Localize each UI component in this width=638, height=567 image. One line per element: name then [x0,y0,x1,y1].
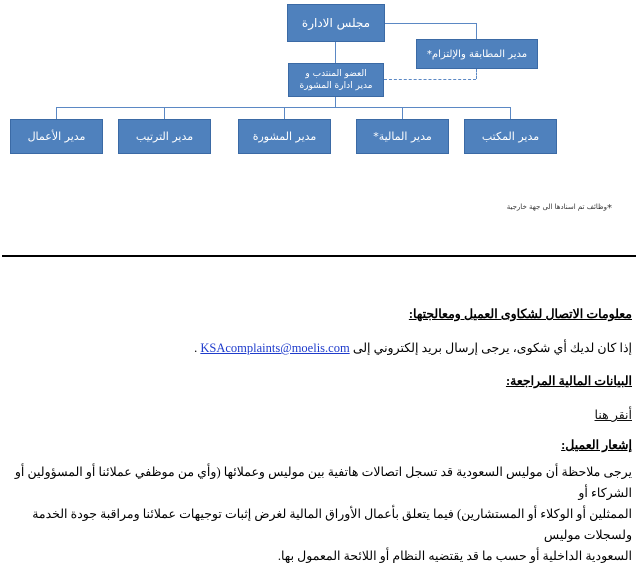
connector-ceo-compliance-dashed [384,79,476,80]
connector-manager-drop [164,107,165,119]
manager-label: مدير الأعمال [27,130,86,143]
manager-box-business [10,119,103,154]
connector-compliance-drop [476,23,477,39]
org-chart [0,0,638,200]
connector-ceo-down [335,97,336,107]
complaints-heading: معلومات الاتصال لشكاوى العميل ومعالجتها: [408,307,632,321]
manager-box-office [464,119,557,154]
connector-manager-drop [510,107,511,119]
client-notice-line: الممثلين أو الوكلاء أو المستشارين) فيما يتعلق بأعمال الأوراق المالية لغرض إثبات توجيهات عملائنا ومراقبة جودة الخدمة ولسجلات موليس [32,507,632,542]
compliance-manager-box [416,39,538,69]
content-section [12,300,632,567]
manager-label: مدير المشورة [252,130,317,143]
complaints-text: إذا كان لديك أي شكوى، يرجى إرسال بريد إلكتروني إلى [352,341,632,355]
client-notice-line: يرجى ملاحظة أن موليس السعودية قد تسجل اتصالات هاتفية بين موليس وعملائها (وأي من موظفي عملائنا أو المسؤولين أو الشركاء أو [14,465,632,500]
manager-label: مدير الترتيب [135,130,194,143]
outsourced-footnote [350,203,612,214]
client-notice-line: السعودية الداخلية أو حسب ما قد يقتضيه النظام أو اللائحة المعمول بها. [277,549,632,563]
footnote-star: * [607,203,612,214]
financials-paragraph [12,407,632,423]
section-divider [2,255,636,257]
connector-manager-drop [284,107,285,119]
ceo-label-line1: العضو المنتدب و [305,69,367,79]
connector-compliance-dashed-drop [476,69,477,79]
ceo-box [288,63,384,97]
complaints-email-link[interactable]: KSAcomplaints@moelis.com [200,341,350,355]
board-label: مجلس الادارة [301,16,371,30]
manager-box-advisory [238,119,331,154]
connector-board-compliance [385,23,476,24]
compliance-manager-label: مدير المطابقة والإلتزام* [426,48,528,60]
connector-board-ceo [335,42,336,63]
board-box [287,4,385,42]
connector-manager-drop [56,107,57,119]
manager-box-finance [356,119,449,154]
financials-click-here-link[interactable]: أنقر هنا [594,408,632,422]
manager-box-arranging [118,119,211,154]
manager-label: مدير المكتب [481,130,540,143]
footnote-text: وظائف تم اسنادها الى جهة خارجية [506,203,607,211]
client-notice-heading: إشعار العميل: [561,438,632,452]
complaints-paragraph [12,340,632,356]
connector-manager-drop [402,107,403,119]
ceo-label-line2: مدير ادارة المشورة [299,81,373,91]
financials-heading: البيانات المالية المراجعة: [505,374,632,388]
complaints-period: . [194,341,198,355]
manager-label: مدير المالية* [373,130,432,143]
